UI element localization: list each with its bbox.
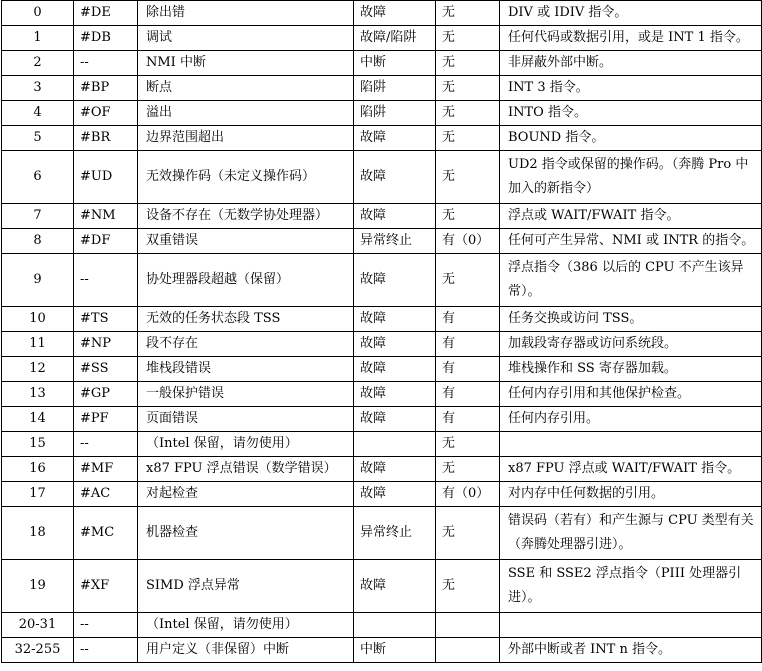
error-code-cell: 无 [436,254,500,307]
source-cell: 任何内存引用和其他保护检查。 [500,382,762,407]
mnemonic-cell: #BP [74,76,138,101]
vector-number-cell: 3 [2,76,74,101]
description-cell: （Intel 保留，请勿使用） [138,613,354,638]
description-cell: 堆栈段错误 [138,357,354,382]
table-row [2,638,762,663]
type-cell: 故障 [354,457,436,482]
vector-number-cell: 19 [2,560,74,613]
type-cell: 故障 [354,254,436,307]
error-code-cell: 有（0） [436,229,500,254]
type-cell: 异常终止 [354,507,436,560]
type-cell: 故障 [354,560,436,613]
mnemonic-cell: #UD [74,151,138,204]
mnemonic-cell: #DB [74,26,138,51]
error-code-cell: 无 [436,151,500,204]
source-cell: 浮点或 WAIT/FWAIT 指令。 [500,204,762,229]
error-code-cell: 无 [436,76,500,101]
vector-number-cell: 6 [2,151,74,204]
exception-vector-table [1,0,762,663]
description-cell: 溢出 [138,101,354,126]
vector-number-cell: 32-255 [2,638,74,663]
table-row [2,332,762,357]
description-cell: 除出错 [138,1,354,26]
vector-number-cell: 0 [2,1,74,26]
mnemonic-cell: #SS [74,357,138,382]
source-cell: 错误码（若有）和产生源与 CPU 类型有关（奔腾处理器引进）。 [500,507,762,560]
type-cell: 故障/陷阱 [354,26,436,51]
table-row [2,382,762,407]
vector-number-cell: 20-31 [2,613,74,638]
error-code-cell: 有 [436,407,500,432]
table-row [2,457,762,482]
mnemonic-cell: #MC [74,507,138,560]
vector-number-cell: 16 [2,457,74,482]
type-cell: 异常终止 [354,229,436,254]
mnemonic-cell: #GP [74,382,138,407]
table-row [2,560,762,613]
vector-number-cell: 18 [2,507,74,560]
source-cell: 加载段寄存器或访问系统段。 [500,332,762,357]
error-code-cell [436,613,500,638]
mnemonic-cell: #MF [74,457,138,482]
description-cell: 无效的任务状态段 TSS [138,307,354,332]
description-cell: （Intel 保留，请勿使用） [138,432,354,457]
vector-number-cell: 4 [2,101,74,126]
error-code-cell: 有 [436,332,500,357]
table-row [2,126,762,151]
table-row [2,357,762,382]
mnemonic-cell: #BR [74,126,138,151]
error-code-cell: 无 [436,51,500,76]
table-row [2,1,762,26]
vector-number-cell: 13 [2,382,74,407]
type-cell: 陷阱 [354,76,436,101]
vector-number-cell: 10 [2,307,74,332]
error-code-cell: 无 [436,26,500,51]
description-cell: 一般保护错误 [138,382,354,407]
vector-number-cell: 11 [2,332,74,357]
description-cell: 段不存在 [138,332,354,357]
table-row [2,254,762,307]
error-code-cell: 无 [436,101,500,126]
vector-number-cell: 14 [2,407,74,432]
mnemonic-cell: #PF [74,407,138,432]
error-code-cell [436,638,500,663]
description-cell: 断点 [138,76,354,101]
source-cell: 浮点指令（386 以后的 CPU 不产生该异常）。 [500,254,762,307]
table-row [2,151,762,204]
table-row [2,26,762,51]
mnemonic-cell: -- [74,613,138,638]
description-cell: SIMD 浮点异常 [138,560,354,613]
source-cell: 非屏蔽外部中断。 [500,51,762,76]
type-cell: 故障 [354,204,436,229]
type-cell: 故障 [354,382,436,407]
error-code-cell: 无 [436,457,500,482]
error-code-cell: 无 [436,507,500,560]
exception-table-body [2,1,762,663]
table-row [2,507,762,560]
mnemonic-cell: #DE [74,1,138,26]
description-cell: NMI 中断 [138,51,354,76]
type-cell: 故障 [354,482,436,507]
type-cell: 中断 [354,51,436,76]
source-cell: 任务交换或访问 TSS。 [500,307,762,332]
description-cell: x87 FPU 浮点错误（数学错误） [138,457,354,482]
vector-number-cell: 2 [2,51,74,76]
table-row [2,76,762,101]
type-cell [354,432,436,457]
description-cell: 对起检查 [138,482,354,507]
vector-number-cell: 12 [2,357,74,382]
error-code-cell: 有 [436,357,500,382]
type-cell: 故障 [354,1,436,26]
mnemonic-cell: -- [74,432,138,457]
mnemonic-cell: -- [74,638,138,663]
description-cell: 机器检查 [138,507,354,560]
description-cell: 边界范围超出 [138,126,354,151]
source-cell: INTO 指令。 [500,101,762,126]
type-cell: 故障 [354,151,436,204]
source-cell: BOUND 指令。 [500,126,762,151]
source-cell: UD2 指令或保留的操作码。（奔腾 Pro 中加入的新指令） [500,151,762,204]
type-cell: 故障 [354,126,436,151]
type-cell: 陷阱 [354,101,436,126]
description-cell: 无效操作码（未定义操作码） [138,151,354,204]
description-cell: 双重错误 [138,229,354,254]
type-cell: 故障 [354,407,436,432]
mnemonic-cell: #XF [74,560,138,613]
source-cell: 对内存中任何数据的引用。 [500,482,762,507]
mnemonic-cell: #DF [74,229,138,254]
table-row [2,204,762,229]
mnemonic-cell: -- [74,51,138,76]
mnemonic-cell: #NM [74,204,138,229]
source-cell: 任何可产生异常、NMI 或 INTR 的指令。 [500,229,762,254]
source-cell: x87 FPU 浮点或 WAIT/FWAIT 指令。 [500,457,762,482]
table-row [2,482,762,507]
error-code-cell: 无 [436,432,500,457]
source-cell: SSE 和 SSE2 浮点指令（PIII 处理器引进）。 [500,560,762,613]
error-code-cell: 无 [436,204,500,229]
description-cell: 调试 [138,26,354,51]
source-cell: 任何内存引用。 [500,407,762,432]
type-cell: 故障 [354,357,436,382]
error-code-cell: 无 [436,560,500,613]
error-code-cell: 无 [436,1,500,26]
table-row [2,101,762,126]
mnemonic-cell: #NP [74,332,138,357]
source-cell: 外部中断或者 INT n 指令。 [500,638,762,663]
error-code-cell: 有（0） [436,482,500,507]
vector-number-cell: 7 [2,204,74,229]
table-row [2,407,762,432]
source-cell: INT 3 指令。 [500,76,762,101]
error-code-cell: 无 [436,126,500,151]
source-cell: 堆栈操作和 SS 寄存器加载。 [500,357,762,382]
table-row [2,51,762,76]
table-row [2,613,762,638]
description-cell: 设备不存在（无数学协处理器） [138,204,354,229]
table-row [2,229,762,254]
source-cell [500,613,762,638]
error-code-cell: 有 [436,382,500,407]
mnemonic-cell: #AC [74,482,138,507]
vector-number-cell: 5 [2,126,74,151]
type-cell: 故障 [354,332,436,357]
vector-number-cell: 17 [2,482,74,507]
type-cell: 故障 [354,307,436,332]
mnemonic-cell: #TS [74,307,138,332]
source-cell: DIV 或 IDIV 指令。 [500,1,762,26]
table-row [2,432,762,457]
description-cell: 页面错误 [138,407,354,432]
table-row [2,307,762,332]
description-cell: 用户定义（非保留）中断 [138,638,354,663]
vector-number-cell: 8 [2,229,74,254]
error-code-cell: 有 [436,307,500,332]
vector-number-cell: 1 [2,26,74,51]
vector-number-cell: 9 [2,254,74,307]
description-cell: 协处理器段超越（保留） [138,254,354,307]
mnemonic-cell: #OF [74,101,138,126]
vector-number-cell: 15 [2,432,74,457]
source-cell [500,432,762,457]
type-cell [354,613,436,638]
type-cell: 中断 [354,638,436,663]
source-cell: 任何代码或数据引用，或是 INT 1 指令。 [500,26,762,51]
mnemonic-cell: -- [74,254,138,307]
